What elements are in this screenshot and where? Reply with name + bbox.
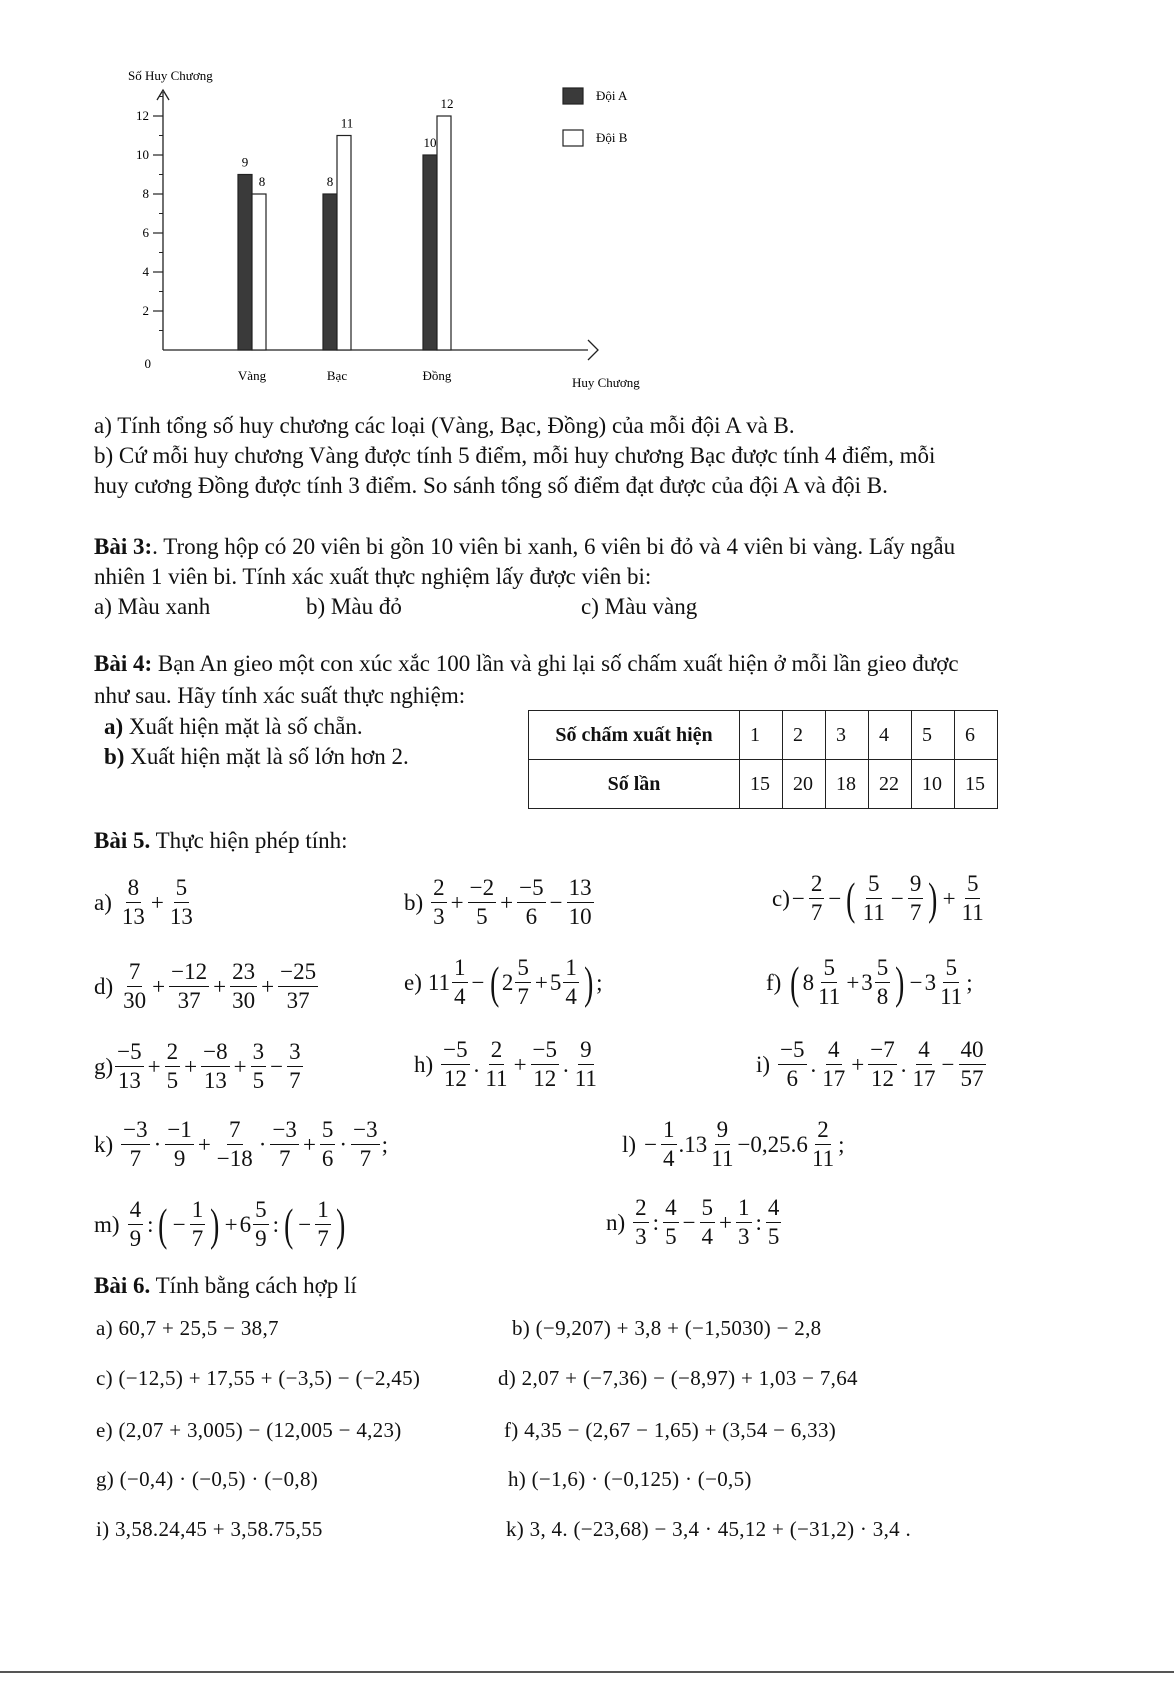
table-row [529,760,998,809]
bai6-item-e: e) (2,07 + 3,005) − (12,005 − 4,23) [96,1418,402,1442]
numerator: −3 [351,1116,379,1145]
bai5-heading [94,825,348,856]
denominator: −18 [216,1146,253,1171]
denominator: 13 [117,1068,141,1093]
numerator: −5 [517,874,545,903]
semicolon: ; [838,1131,845,1157]
bai3-option-c: c) Màu vàng [581,594,698,619]
denominator: 7 [129,1146,142,1171]
numerator: −25 [278,958,318,987]
numerator: −5 [778,1036,806,1065]
denominator: 11 [961,900,984,925]
expr-label: b) [404,889,424,915]
bai5-expr-l: l) − $\frac{1}{4}$ .13 $\frac{9}{11}$ −0,25.6 $\frac{2}{11}$ ; [622,1117,845,1171]
fraction [563,954,579,1011]
fraction [911,1036,938,1093]
table-cell: 5 [912,711,955,760]
denominator: 7 [909,900,922,925]
bar-doi-a [323,194,337,350]
fraction [483,1036,509,1093]
fraction [201,1038,229,1095]
bai5-expr-g: g) $\frac{-5}{13}$ + $\frac{2}{5}$ + $\frac{-8}{13}$ + $\frac{3}{5}$ − $\frac{3}{7}$ [94,1039,301,1093]
fraction [515,954,531,1011]
denominator: 8 [876,984,889,1009]
whole-number: 5 [549,969,562,995]
bai4-b-text: Xuất hiện mặt là số lớn hơn 2. [124,744,409,769]
chart-axes [136,90,598,371]
table-cell: 20 [783,760,826,809]
x-tick-label: Bạc [326,368,348,383]
fraction [908,870,924,927]
fraction [960,870,986,927]
fraction [287,1038,303,1095]
fraction [169,958,209,1015]
bai6-heading [94,1270,357,1301]
denominator: 9 [173,1146,186,1171]
numerator: −8 [201,1038,229,1067]
whole-number: .13 [678,1131,708,1157]
expr-label: h) [414,1051,434,1077]
fraction [820,1036,847,1093]
whole-number: −0,25.6 [737,1131,808,1157]
bai6-item-a: a) 60,7 + 25,5 − 38,7 [96,1316,279,1340]
fraction [278,958,318,1015]
numerator: 5 [320,1116,336,1145]
expr-label: e) [404,969,422,995]
expr-label: d) [94,973,114,999]
numerator: 1 [661,1116,677,1145]
numerator: −12 [169,958,209,987]
numerator: 5 [875,954,891,983]
fraction [661,1116,677,1173]
numerator: 8 [126,874,142,903]
bai6-item-f: f) 4,35 − (2,67 − 1,65) + (3,54 − 6,33) [504,1418,837,1442]
page-bottom-border [0,1671,1174,1673]
bai4-b-label: b) [104,744,125,769]
fraction [431,874,447,931]
denominator: 37 [177,988,201,1013]
denominator: 5 [166,1068,179,1093]
numerator: 4 [766,1194,782,1223]
numerator: 5 [965,870,981,899]
bar-doi-b [437,116,451,350]
bai3-line1 [94,531,955,562]
fraction [567,874,594,931]
numerator: 2 [633,1194,649,1223]
table-cell: 15 [955,760,998,809]
denominator: 30 [232,988,256,1013]
bai3-title: Bài 3: [94,534,153,559]
denominator: 6 [786,1066,799,1091]
bai4-question-b [104,741,409,772]
numerator: 3 [251,1038,267,1067]
bai5-expr-e: e) 11 $\frac{1}{4}$ − ( 2 $\frac{5}{7}$ + 5 $\frac{1}{4}$ ) ; [404,955,603,1009]
numerator: 4 [826,1036,842,1065]
bai3-text: . Trong hộp có 20 viên bi gồn 10 viên bi xanh, 6 viên bi đỏ và 4 viên bi vàng. Lấy ngẫu [152,534,956,559]
chart-bars [238,96,454,383]
numerator: 2 [431,874,447,903]
semicolon: ; [596,969,603,995]
table-cell: 3 [826,711,869,760]
denominator: 10 [568,904,592,929]
fraction [938,954,964,1011]
fraction [959,1036,986,1093]
bai5-expr-c: c) − $\frac{2}{7}$ − ( $\frac{5}{11}$ − $\frac{9}{7}$ ) + $\frac{5}{11}$ [772,871,984,925]
fraction [517,874,545,931]
numerator: −5 [531,1036,559,1065]
table-cell: 1 [740,711,783,760]
bai6-text: Tính bằng cách hợp lí [150,1273,357,1298]
bai2-question-b-line1: b) Cứ mỗi huy chương Vàng được tính 5 điểm, mỗi huy chương Bạc được tính 4 điểm, mỗi [94,443,936,468]
denominator: 5 [767,1224,780,1249]
numerator: 23 [230,958,257,987]
numerator: 1 [736,1194,752,1223]
fraction [270,1116,298,1173]
denominator: 7 [289,1068,301,1093]
numerator: 9 [715,1116,731,1145]
bai6-item-i: i) 3,58.24,45 + 3,58.75,55 [96,1517,323,1541]
fraction [709,1116,735,1173]
bar-doi-a [423,155,437,350]
fraction [168,874,195,931]
table-cell: 10 [912,760,955,809]
fraction [736,1194,752,1251]
y-tick-label: 0 [144,356,151,371]
bai5-text: Thực hiện phép tính: [150,828,348,853]
fraction [778,1036,806,1093]
denominator: 9 [129,1226,142,1251]
denominator: 6 [525,904,538,929]
numerator: −5 [441,1036,469,1065]
fraction [861,870,887,927]
bai5-expr-h: h) $\frac{-5}{12}$ . $\frac{2}{11}$ + $\frac{-5}{12}$ . $\frac{9}{11}$ [414,1037,597,1091]
fraction [441,1036,469,1093]
denominator: 13 [203,1068,227,1093]
denominator: 11 [485,1066,508,1091]
denominator: 12 [443,1066,467,1091]
numerator: −1 [165,1116,193,1145]
fraction [468,874,496,931]
denominator: 13 [121,904,145,929]
denominator: 11 [940,984,963,1009]
bai2-question-b-line2: huy cương Đồng được tính 3 điểm. So sánh tổng số điểm đạt được của đội A và đội B. [94,473,888,498]
bai6-item-g: g) (−0,4) · (−0,5) · (−0,8) [96,1467,319,1491]
denominator: 5 [665,1224,677,1249]
denominator: 11 [862,900,885,925]
fraction [766,1194,782,1251]
denominator: 3 [635,1224,647,1249]
bai6-item-b: b) (−9,207) + 3,8 + (−1,5030) − 2,8 [512,1316,822,1340]
fraction [128,1196,144,1253]
legend-swatch-doi-a [563,88,583,104]
bai5-expr-k: k) $\frac{-3}{7}$ · $\frac{-1}{9}$ + $\frac{7}{-18}$ · $\frac{-3}{7}$ + $\frac{5}{6}$ · $\frac{-3}{7}$ ; [94,1117,388,1171]
whole-number: 8 [802,969,815,995]
legend-swatch-doi-b [563,130,583,146]
denominator: 5 [476,904,488,929]
x-axis-arrow [588,340,598,360]
denominator: 7 [810,900,823,925]
denominator: 57 [960,1066,984,1091]
y-tick-label: 4 [142,264,149,279]
numerator: 40 [959,1036,986,1065]
chart-y-label: Số Huy Chương [128,68,213,83]
denominator: 3 [433,904,445,929]
numerator: 3 [287,1038,303,1067]
bai3-option-a: a) Màu xanh [94,594,211,619]
denominator: 12 [871,1066,895,1091]
expr-label: i) [756,1051,771,1077]
bar-value-label: 10 [423,135,437,150]
bar-doi-b [252,194,266,350]
bai5-expr-m: m) $\frac{4}{9}$ : ( − $\frac{1}{7}$ ) + 6 $\frac{5}{9}$ : ( − $\frac{1}{7}$ ) [94,1197,346,1251]
bai5-expr-i: i) $\frac{-5}{6}$ . $\frac{4}{17}$ + $\frac{-7}{12}$ . $\frac{4}{17}$ − $\frac{40}{57}$ [756,1037,984,1091]
bar-doi-b [337,136,351,351]
x-tick-label: Đồng [422,368,452,383]
table-header-counts: Số lần [529,760,740,809]
bai4-a-label: a) [104,714,124,739]
numerator: 7 [227,1116,243,1145]
fraction [816,954,842,1011]
denominator: 11 [818,984,841,1009]
expr-label: f) [766,969,782,995]
bai4-text: Bạn An gieo một con xúc xắc 100 lần và ghi lại số chấm xuất hiện ở mỗi lần gieo được [152,651,959,676]
numerator: −5 [115,1038,143,1067]
y-tick-label: 8 [142,186,149,201]
chart-x-label: Huy Chương [572,375,640,390]
expr-label: n) [606,1209,626,1235]
denominator: 5 [252,1068,265,1093]
fraction [190,1196,206,1253]
denominator: 4 [454,984,466,1009]
bar-doi-a [238,175,252,351]
fraction [875,954,891,1011]
fraction [253,1196,269,1253]
x-tick-label: Vàng [237,368,267,383]
numerator: 5 [174,874,190,903]
numerator: 4 [663,1194,679,1223]
expr-label: k) [94,1131,114,1157]
expr-label: l) [622,1131,637,1157]
denominator: 7 [359,1146,372,1171]
dice-frequency-table [528,710,998,809]
denominator: 11 [574,1066,597,1091]
y-tick-label: 10 [136,147,149,162]
table-cell: 18 [826,760,869,809]
numerator: 5 [515,954,531,983]
fraction [810,1116,836,1173]
fraction [809,870,825,927]
denominator: 4 [565,984,577,1009]
denominator: 3 [738,1224,750,1249]
table-cell: 6 [955,711,998,760]
bar-value-label: 9 [241,154,249,170]
numerator: −3 [270,1116,298,1145]
fraction [351,1116,379,1173]
denominator: 7 [191,1226,204,1251]
fraction [230,958,257,1015]
fraction [251,1038,267,1095]
bai4-question-a [104,711,363,742]
bai5-title: Bài 5. [94,828,151,853]
fraction [315,1196,331,1253]
numerator: 2 [165,1038,181,1067]
bai5-expr-b: b) $\frac{2}{3}$ + $\frac{-2}{5}$ + $\frac{-5}{6}$ − $\frac{13}{10}$ [404,875,592,929]
y-tick-label: 12 [136,108,149,123]
denominator: 11 [811,1146,835,1171]
expr-label: g) [94,1053,114,1079]
numerator: −7 [868,1036,896,1065]
numerator: 2 [809,870,825,899]
bai4-line2: như sau. Hãy tính xác suất thực nghiệm: [94,683,466,708]
fraction [215,1116,255,1173]
legend-label: Đội A [596,88,628,103]
y-tick-label: 6 [142,225,149,240]
bai6-item-k: k) 3, 4. (−23,68) − 3,4 · 45,12 + (−31,2) · 3,4 . [506,1517,912,1541]
fraction [573,1036,599,1093]
legend-label: Đội B [596,130,628,145]
numerator: 1 [563,954,579,983]
denominator: 11 [711,1146,734,1171]
fraction [531,1036,559,1093]
numerator: 5 [943,954,959,983]
numerator: 13 [567,874,594,903]
semicolon: ; [966,969,973,995]
numerator: 4 [916,1036,932,1065]
numerator: 5 [253,1196,269,1225]
denominator: 30 [123,988,147,1013]
bai3-line2: nhiên 1 viên bi. Tính xác xuất thực nghiệm lấy được viên bi: [94,564,652,589]
whole-number: 3 [924,969,937,995]
whole-number: 11 [427,969,451,995]
bai6-title: Bài 6. [94,1273,151,1298]
table-cell: 4 [869,711,912,760]
denominator: 37 [286,988,310,1013]
fraction [700,1194,716,1251]
numerator: 2 [489,1036,505,1065]
bar-value-label: 8 [326,174,334,189]
bai4-title: Bài 4: [94,651,153,676]
denominator: 12 [533,1066,557,1091]
numerator: 9 [908,870,924,899]
fraction [320,1116,336,1173]
whole-number: 2 [501,969,514,995]
bai6-item-c: c) (−12,5) + 17,55 + (−3,5) − (−2,45) [96,1366,421,1390]
denominator: 13 [169,904,193,929]
numerator: 5 [821,954,837,983]
fraction [115,1038,143,1095]
denominator: 17 [822,1066,846,1091]
table-row [529,711,998,760]
medal-bar-chart [118,60,678,400]
numerator: 5 [700,1194,716,1223]
denominator: 7 [317,1226,329,1251]
denominator: 7 [517,984,529,1009]
bai5-expr-a: a) $\frac{8}{13}$ + $\frac{5}{13}$ [94,875,193,929]
table-header-faces: Số chấm xuất hiện [529,711,740,760]
table-cell: 15 [740,760,783,809]
fraction [868,1036,896,1093]
numerator: 7 [127,958,143,987]
denominator: 6 [321,1146,334,1171]
expr-label: a) [94,889,112,915]
numerator: 1 [190,1196,206,1225]
y-tick-label: 2 [142,303,149,318]
bar-value-label: 8 [258,174,266,189]
expr-label: m) [94,1211,120,1237]
fraction [452,954,468,1011]
denominator: 7 [278,1146,291,1171]
bai6-item-h: h) (−1,6) · (−0,125) · (−0,5) [508,1467,752,1491]
numerator: −2 [468,874,496,903]
fraction [165,1038,181,1095]
fraction [165,1116,193,1173]
table-cell: 22 [869,760,912,809]
whole-number: 6 [239,1211,252,1237]
denominator: 17 [912,1066,936,1091]
fraction [633,1194,649,1251]
fraction [120,874,147,931]
semicolon: ; [381,1131,388,1157]
numerator: −3 [121,1116,149,1145]
numerator: 5 [866,870,882,899]
bai5-expr-d: d) $\frac{7}{30}$ + $\frac{-12}{37}$ + $\frac{23}{30}$ + $\frac{-25}{37}$ [94,959,317,1013]
numerator: 9 [578,1036,594,1065]
expr-label: c) [772,885,790,911]
bai4-line1 [94,648,959,679]
table-cell: 2 [783,711,826,760]
bai5-expr-f: f) ( 8 $\frac{5}{11}$ + 3 $\frac{5}{8}$ ) − 3 $\frac{5}{11}$ ; [766,955,973,1009]
numerator: 4 [128,1196,144,1225]
bai3-option-b: b) Màu đỏ [306,594,402,619]
numerator: 2 [815,1116,831,1145]
numerator: 1 [315,1196,331,1225]
bar-value-label: 12 [440,96,454,111]
bai6-item-d: d) 2,07 + (−7,36) − (−8,97) + 1,03 − 7,64 [498,1366,858,1390]
denominator: 9 [255,1226,267,1251]
fraction [121,958,148,1015]
chart-legend [563,88,628,146]
denominator: 4 [663,1146,675,1171]
bai2-question-a: a) Tính tổng số huy chương các loại (Vàng, Bạc, Đồng) của mỗi đội A và B. [94,413,795,438]
bai4-a-text: Xuất hiện mặt là số chẵn. [123,714,363,739]
numerator: 1 [452,954,468,983]
bai5-expr-n: n) $\frac{2}{3}$ : $\frac{4}{5}$ − $\frac{5}{4}$ + $\frac{1}{3}$ : $\frac{4}{5}$ [606,1195,780,1249]
denominator: 4 [701,1224,714,1249]
whole-number: 3 [861,969,873,995]
bar-value-label: 11 [340,115,354,131]
fraction [121,1116,149,1173]
fraction [663,1194,679,1251]
